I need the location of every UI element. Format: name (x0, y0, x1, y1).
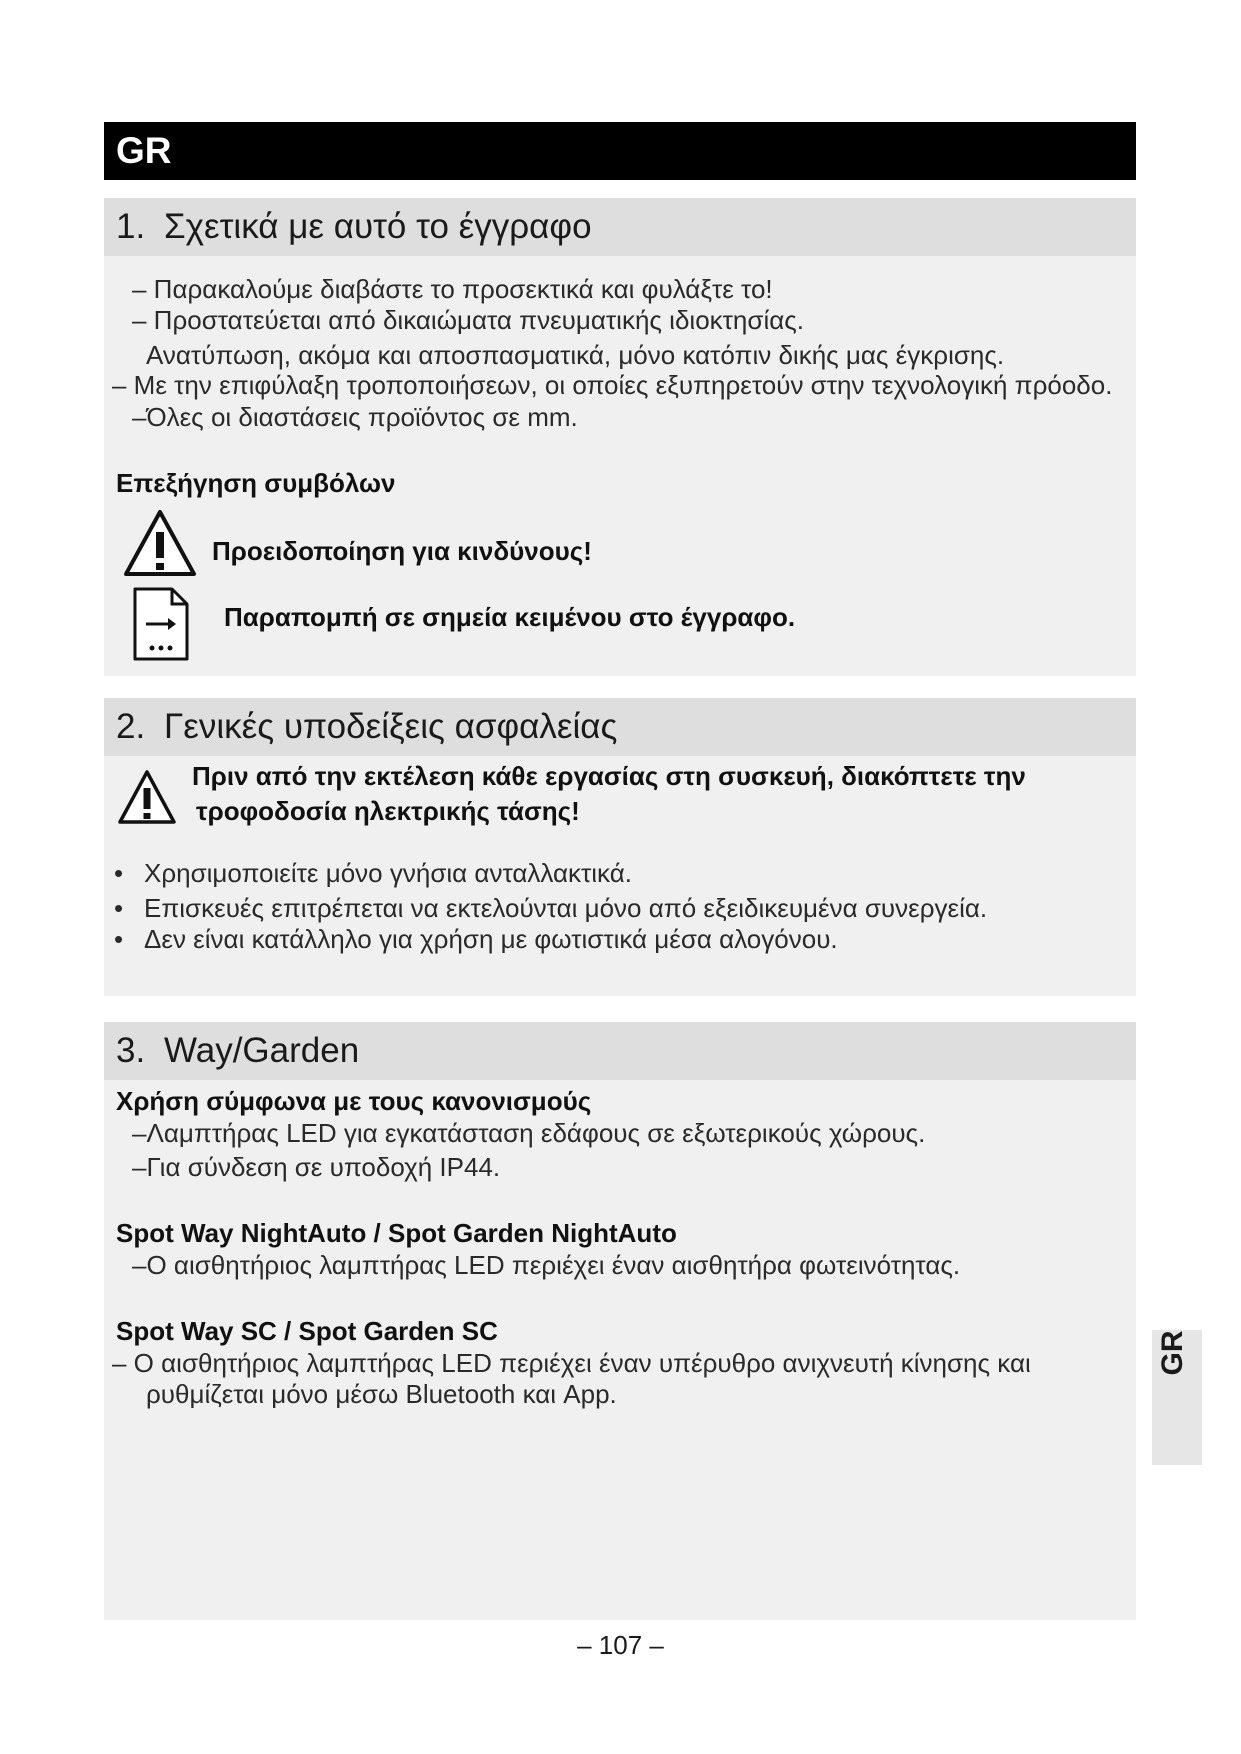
sc-line-2: ρυθμίζεται μόνο μέσω Bluetooth και App. (146, 1379, 617, 1409)
section-3-header (104, 1022, 1136, 1080)
section-way-garden (104, 1022, 1136, 1620)
sc-line-1: – Ο αισθητήριος λαμπτήρας LED περιέχει έναν υπέρυθρο ανιχνευτή κίνησης και (112, 1348, 1031, 1378)
section-about-document (104, 198, 1136, 676)
usage-line: –Λαμπτήρας LED για εγκατάσταση εδάφους σε εξωτερικούς χώρους. (132, 1118, 926, 1148)
safety-bullet: Δεν είναι κατάλληλο για χρήση με φωτιστικά μέσα αλογόνου. (144, 924, 838, 954)
section-3-number: 3. (116, 1031, 146, 1070)
safety-warning-line-2: τροφοδοσία ηλεκτρικής τάσης! (196, 796, 580, 826)
symbol-reference-text: Παραπομπή σε σημεία κειμένου στο έγγραφο. (224, 602, 796, 632)
nightauto-line: –Ο αισθητήριος λαμπτήρας LED περιέχει έναν αισθητήρα φωτεινότητας. (132, 1250, 961, 1280)
document-reference-icon (132, 586, 190, 662)
section-1-number: 1. (116, 207, 146, 246)
section-1-header (104, 198, 1136, 256)
safety-bullet-dot: • (114, 858, 124, 888)
page-number: – 107 – (577, 1630, 664, 1660)
section-1-title: Σχετικά με αυτό το έγγραφο (164, 207, 592, 246)
section-2-number: 2. (116, 707, 146, 746)
language-bar (104, 122, 1136, 180)
usage-heading: Χρήση σύμφωνα με τους κανονισμούς (116, 1086, 592, 1116)
section-1-line: Ανατύπωση, ακόμα και αποσπασματικά, μόνο κατόπιν δικής μας έγκρισης. (146, 340, 1005, 370)
section-1-line: – Παρακαλούμε διαβάστε το προσεκτικά και φυλάξτε το! (132, 274, 773, 304)
section-3-title: Way/Garden (164, 1031, 360, 1070)
safety-warning-line-1: Πριν από την εκτέλεση κάθε εργασίας στη συσκευή, διακόπτετε την (192, 761, 1026, 791)
side-language-label: GR (1156, 1330, 1189, 1376)
safety-bullet: Επισκευές επιτρέπεται να εκτελούνται μόνο από εξειδικευμένα συνεργεία. (144, 893, 988, 923)
safety-bullet-dot: • (114, 893, 124, 923)
symbols-heading: Επεξήγηση συμβόλων (116, 468, 396, 498)
section-1-line: – Προστατεύεται από δικαιώματα πνευματικής ιδιοκτησίας. (132, 305, 805, 335)
sc-heading: Spot Way SC / Spot Garden SC (116, 1316, 498, 1346)
section-1-line: – Με την επιφύλαξη τροποποιήσεων, οι οποίες εξυπηρετούν στην τεχνολογική πρόοδο. (112, 370, 1113, 400)
section-1-line: –Όλες οι διαστάσεις προϊόντος σε mm. (132, 402, 578, 432)
warning-icon (116, 768, 178, 826)
section-2-header (104, 698, 1136, 756)
section-2-title: Γενικές υποδείξεις ασφαλείας (164, 707, 618, 746)
usage-line: –Για σύνδεση σε υποδοχή IP44. (132, 1152, 501, 1182)
section-safety (104, 698, 1136, 996)
symbol-warning-text: Προειδοποίηση για κινδύνους! (212, 536, 592, 566)
language-label: GR (116, 130, 172, 171)
safety-bullet-dot: • (114, 924, 124, 954)
nightauto-heading: Spot Way NightAuto / Spot Garden NightAuto (116, 1218, 677, 1248)
safety-bullet: Χρησιμοποιείτε μόνο γνήσια ανταλλακτικά. (144, 858, 632, 888)
warning-icon (122, 508, 198, 578)
